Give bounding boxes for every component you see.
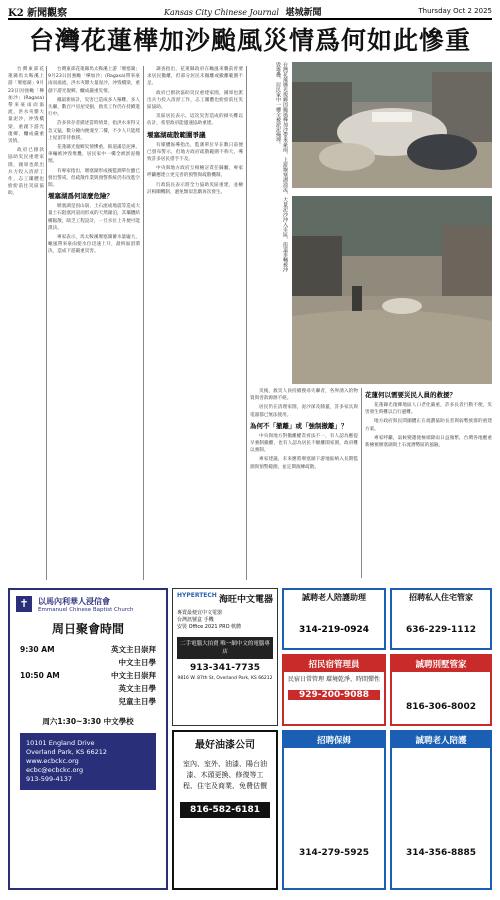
church-ad — [8, 588, 168, 890]
paragraph: 中央與地方對撤離權責看法不一，有人認為應提早強制撤離，也有人認為居民不願離開家園，政府難以強制。 — [250, 433, 358, 454]
hiring-desc: 民宿日常管理 環境乾淨、時間彈性 — [288, 676, 380, 683]
subheading: 堰塞湖爲何這麼危險？ — [48, 192, 113, 201]
flood-photo-cars — [292, 62, 492, 188]
paragraph: 專家建議，未來應將堰塞湖下游地區納入長期監測與預警範圍，並定期演練疏散。 — [250, 457, 358, 470]
weekly-school: 周六1:30~3:30 中文學校 — [42, 717, 134, 726]
church-name-en: Emmanuel Chinese Baptist Church — [38, 606, 134, 613]
painting-title: 最好油漆公司 — [195, 740, 255, 751]
hiring-title: 招聘私人住宅管家 — [409, 593, 473, 602]
hypertech-line: 台灣訊號盒 手機 — [177, 617, 214, 623]
issue-date: Thursday Oct 2 2025 — [418, 7, 492, 15]
hiring-ad-3 — [282, 654, 386, 726]
paragraph: 有專家指出，堰塞湖形成後監測單位雖已發出警戒，但疏散作業與預警系統仍有改進空間。 — [48, 168, 140, 189]
paragraph: 堰塞湖是因山崩、土石流或地震等造成大量土石阻塞河道而形成的天然湖泊，其壩體結構鬆散，缺乏工程設計，一旦水位上升便可能潰決。 — [48, 204, 140, 231]
hiring-title: 招民宿管理員 — [284, 656, 384, 672]
subheading: 堰塞湖疏散範圍爭議 — [147, 130, 206, 139]
subheading: 為何不「撤離」或「強制撤離」？ — [250, 421, 348, 430]
flood-photo-street — [292, 196, 492, 384]
column-divider — [361, 388, 362, 578]
service-row: 10:50 AM 中文主日崇拜 — [20, 671, 156, 680]
paragraph: 調查指出，花蓮縣政府在颱風來襲前曾要求居民撤離，但部分居民未撤離或撤離範圍不足。 — [147, 67, 243, 87]
paragraph: 專家表示，馬太鞍溪堰塞湖蓄水量龐大，颱風帶來豪雨使水位迅速上升，最終溢頂潰決，造成下游嚴重災害。 — [48, 235, 140, 255]
column-divider — [143, 66, 144, 580]
hiring-phone: 816-306-8002 — [405, 702, 477, 712]
hypertech-ad — [172, 588, 278, 726]
service-row: 中文主日學 — [118, 658, 156, 667]
paragraph: 據最新統計，災害已造成多人罹難、多人失聯，數百戶房屋受損，救災工作仍在持續進行中。 — [48, 97, 140, 118]
church-website[interactable]: www.ecbckc.org — [26, 757, 79, 765]
hiring-phone: 314-356-8885 — [405, 848, 477, 858]
church-name-cn: 以馬內利華人浸信會 — [38, 596, 110, 606]
church-phone: 913-599-4137 — [26, 775, 73, 783]
photo-caption: 台灣花蓮縣光復鄉因颱風樺加沙帶來豪雨，上游堰塞湖溢流，大量泥沙沖入市區，街道車輛被沖毀堆疊，居民家中一樓全被淤泥掩埋。 — [275, 62, 288, 272]
subheading: 花蓮何以需要災民人員的救援？ — [365, 391, 456, 399]
hiring-title: 誠聘老人陪護助理 — [302, 593, 366, 602]
paragraph: 行政院長表示將全力協助災區重建，並檢討相關機制，避免類似悲劇再次發生。 — [147, 182, 243, 195]
hiring-phone: 929-200-9088 — [288, 690, 380, 700]
page-header — [8, 4, 492, 20]
article-column-2 — [147, 66, 243, 580]
paragraph: 台灣東部花蓮縣馬太鞍溪上游「堰塞湖」9月23日因強颱「樺加沙」(Ragasa)帶來豪雨而溢流，洪水夾雜大量泥沙，沖毀橋梁，重創下游光復鄉，釀成嚴重災情。 — [8, 67, 44, 145]
hiring-phone: 314-219-0924 — [298, 625, 370, 635]
hiring-ad-1 — [282, 588, 386, 650]
article-column-4 — [365, 388, 492, 578]
hiring-ad-4 — [390, 654, 492, 726]
paragraph: 政府已撥款協助災民重建家園，國軍也派出兵力投入清淤工作，志工團體也紛紛前往災區協助。 — [147, 90, 243, 111]
hypertech-line: 專賣最便宜中文電器 — [177, 610, 223, 616]
paper-name-en: Kansas City Chinese Journal — [164, 7, 279, 17]
hiring-title: 誠聘老人陪護 — [392, 732, 490, 748]
painting-ad — [172, 730, 278, 890]
hiring-ad-2 — [390, 588, 492, 650]
hiring-ad-5 — [282, 730, 386, 890]
hypertech-line: 安裝 Office 2021 PRO 軟體 — [177, 624, 242, 630]
paragraph: 花蓮縣光復鄉地區人口老化嚴重，許多長者行動不便，災害發生時難以自行避難。 — [365, 403, 492, 416]
service-title: 周日聚會時間 — [51, 622, 124, 636]
hiring-phone: 636-229-1112 — [405, 625, 477, 635]
hypertech-name: 海旺中文電器 — [218, 595, 273, 605]
hiring-ad-6 — [390, 730, 492, 890]
column-divider — [46, 66, 47, 580]
hypertech-address: 9816 W. 87th St, Overland Park, KS 66212 — [177, 676, 273, 681]
address-line-2: Overland Park, KS 66212 — [26, 748, 108, 756]
paragraph: 花蓮縣光復鄉災情慘重，街道滿是泥濘，車輛被沖毀堆疊，居民家中一樓全被淤泥掩埋。 — [48, 145, 140, 165]
hypertech-brand: HYPERTECH — [177, 592, 217, 599]
article-column-1 — [48, 66, 140, 580]
hiring-phone: 314-279-5925 — [298, 848, 370, 858]
painting-phone: 816-582-6181 — [180, 802, 270, 818]
service-row: 兒童主日學 — [118, 697, 156, 706]
paragraph: 專家呼籲，氣候變遷使極端降雨日益頻繁，台灣各地應重新檢視堰塞湖與土石流潛勢區的風險。 — [365, 435, 492, 449]
headline: 台灣花蓮樺加沙颱風災情爲何如此慘重 — [28, 26, 471, 55]
paragraph: 有媒體報導指出，監測單位早在數日前便已發布警示，但地方政府疏散範圍不夠大，導致許多居民措手不及。 — [147, 142, 243, 163]
paragraph: 居民仍在清理家園，泥沙深及膝蓋，許多家具與電器都已無法使用。 — [250, 405, 358, 418]
church-contact — [20, 733, 156, 790]
hypertech-promo: 二手電腦大拍賣 唯一網中文的電腦專店 — [177, 637, 273, 659]
church-email[interactable]: ecbc@ecbckc.org — [26, 766, 84, 774]
service-row: 英文主日學 — [118, 684, 156, 693]
address-line-1: 10101 England Drive — [26, 739, 95, 747]
paragraph: 台灣東部花蓮縣馬太鞍溪上游「堰塞湖」9月23日因強颱「樺加沙」(Ragasa)帶來豪雨而溢流，洪水夾雜大量泥沙，沖毀橋梁，重創下游光復鄉，釀成嚴重災情。 — [48, 67, 140, 94]
hypertech-phone: 913-341-7735 — [189, 663, 261, 673]
painting-desc: 室內、室外、油漆、陽台油漆、木頭更換、修復等工程、住宅及商業、免費估價 — [183, 760, 267, 790]
hiring-title: 誠聘別墅管家 — [392, 656, 490, 672]
article-column-3 — [250, 388, 358, 578]
hiring-title: 招聘保姆 — [284, 732, 384, 748]
service-row: 9:30 AM 英文主日崇拜 — [20, 645, 156, 654]
masthead — [164, 5, 322, 18]
paper-name-cn: 堪城新聞 — [285, 7, 322, 18]
paragraph: 地方政府與民間團體正在規劃協助長者與弱勢族群的重建方案。 — [365, 419, 492, 432]
paragraph: 許多倖存者描述當時情景，指洪水來得又急又猛，數分鐘內便淹至二樓，不少人只能爬上屋頂等待救援。 — [48, 121, 140, 141]
section-label: K2 新聞觀察 — [8, 7, 68, 19]
paragraph: 政府已撥款協助災民重建家園，國軍也派出兵力投入清淤工作，志工團體也紛紛前往災區協助。 — [8, 148, 44, 197]
paragraph: 災後，救災人員持續搜尋失聯者，各界湧入的物資與善款源源不絕。 — [250, 389, 358, 402]
article-column-0 — [8, 66, 44, 580]
paragraph: 災區居民表示，這次災害造成的損失難以估計，希望政府能儘速協助重建。 — [147, 114, 243, 127]
church-logo-icon: ✝ — [16, 596, 32, 612]
column-divider — [246, 66, 247, 580]
paragraph: 中央與地方政府互相檢討責任歸屬，專家呼籲應建立更完善的預警與疏散機制。 — [147, 166, 243, 179]
